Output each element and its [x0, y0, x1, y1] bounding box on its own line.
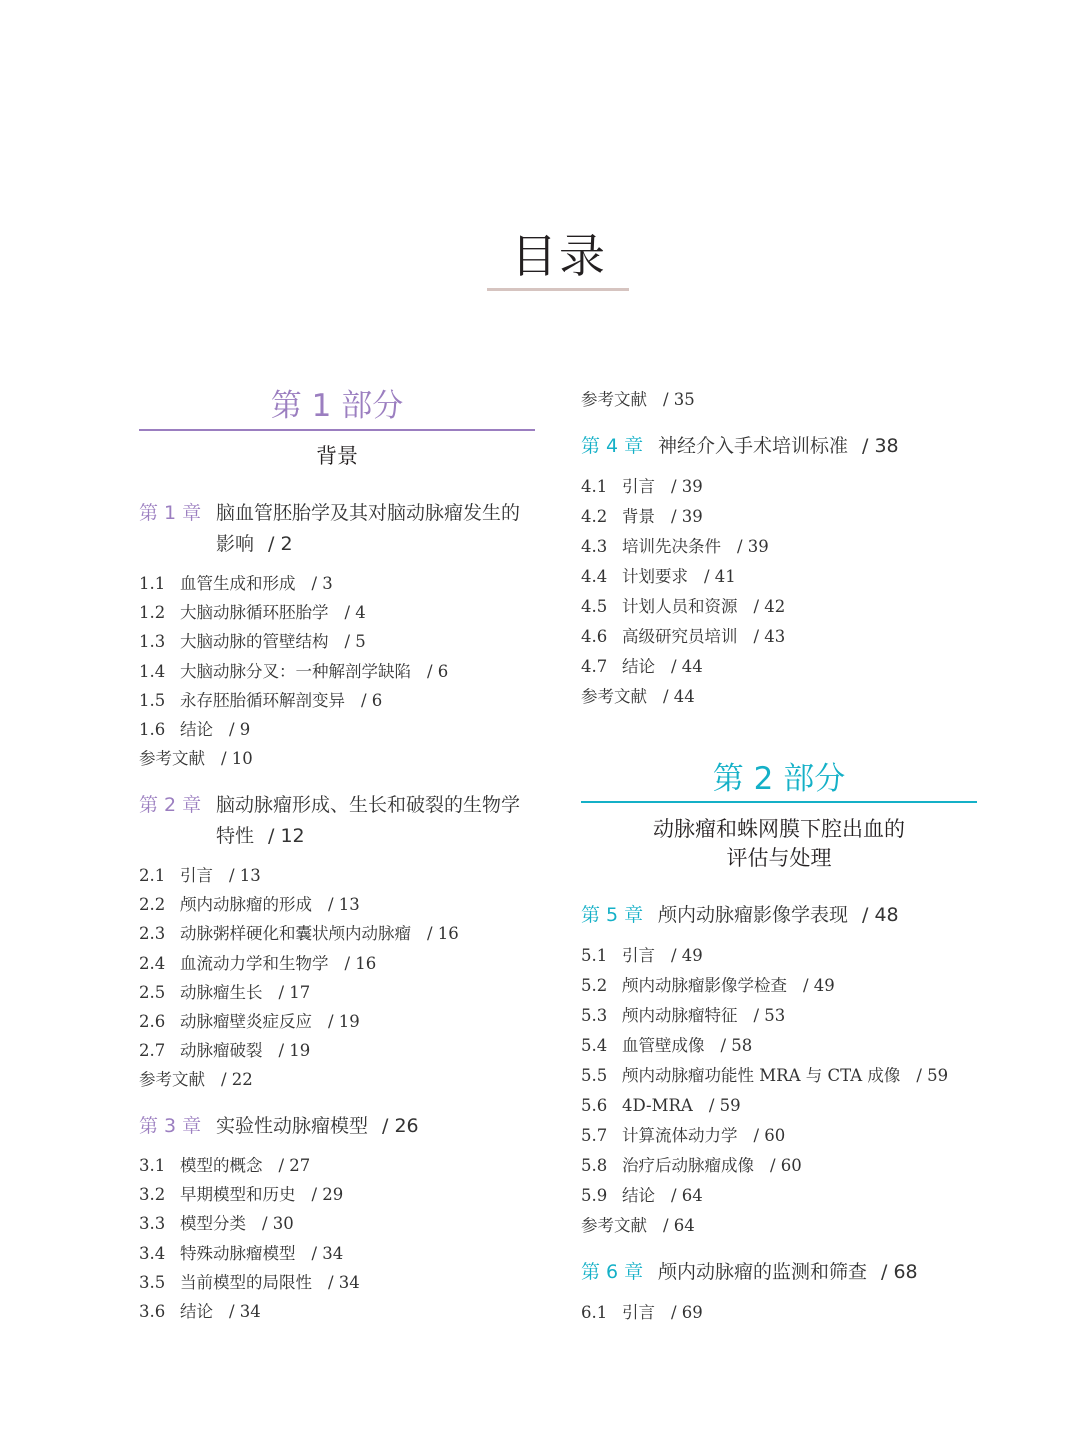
toc-item[interactable]	[581, 944, 1001, 968]
toc-item[interactable]	[139, 1300, 559, 1324]
toc-item[interactable]	[581, 625, 1001, 649]
item-number: 5.6	[581, 1096, 608, 1115]
item-page: / 39	[671, 477, 703, 496]
item-page: / 27	[278, 1156, 311, 1175]
toc-item[interactable]	[139, 1183, 559, 1207]
toc-item[interactable]	[581, 974, 1001, 998]
toc-item[interactable]	[581, 505, 1001, 529]
item-title: 模型的概念	[180, 1156, 263, 1175]
item-title: 参考文献	[581, 1216, 647, 1235]
item-page: / 34	[229, 1302, 261, 1321]
item-number: 3.2	[139, 1185, 166, 1204]
item-page: / 4	[344, 603, 366, 622]
item-title: 颅内动脉瘤特征	[622, 1006, 738, 1025]
item-title: 培训先决条件	[622, 537, 721, 556]
item-page: / 39	[737, 537, 769, 556]
item-title: 大脑动脉的管壁结构	[180, 632, 329, 651]
toc-item[interactable]	[139, 601, 559, 625]
chapter-title: 神经介入手术培训标准	[658, 435, 849, 457]
item-number: 4.3	[581, 537, 608, 556]
toc-item[interactable]	[581, 565, 1001, 589]
toc-item[interactable]	[581, 1064, 1001, 1088]
item-title: 颅内动脉瘤影像学检查	[622, 976, 787, 995]
item-number: 4.2	[581, 507, 608, 526]
item-page: / 44	[663, 687, 695, 706]
item-page: / 42	[753, 597, 786, 616]
item-number: 2.7	[139, 1041, 166, 1060]
toc-item[interactable]	[139, 1039, 559, 1063]
item-number: 4.1	[581, 477, 608, 496]
item-page: / 41	[704, 567, 736, 586]
item-title: 引言	[622, 946, 655, 965]
toc-item[interactable]	[139, 864, 559, 888]
item-page: / 6	[427, 662, 449, 681]
item-page: / 60	[770, 1156, 802, 1175]
item-title: 血管生成和形成	[180, 574, 296, 593]
item-page: / 59	[708, 1096, 741, 1115]
item-title: 参考文献	[581, 687, 647, 706]
item-title: 动脉瘤壁炎症反应	[180, 1012, 312, 1031]
item-number: 2.3	[139, 924, 166, 943]
item-number: 5.1	[581, 946, 608, 965]
item-title: 计划要求	[622, 567, 688, 586]
item-number: 2.6	[139, 1012, 166, 1031]
item-title: 背景	[622, 507, 655, 526]
references-item[interactable]	[139, 747, 559, 771]
item-title: 模型分类	[180, 1214, 246, 1233]
item-title: 永存胚胎循环解剖变异	[180, 691, 345, 710]
item-title: 动脉瘤破裂	[180, 1041, 263, 1060]
item-number: 3.1	[139, 1156, 166, 1175]
toc-item[interactable]	[139, 1154, 559, 1178]
chapter-title-cont: 影响	[216, 533, 255, 555]
item-number: 1.3	[139, 632, 166, 651]
item-page: / 34	[328, 1273, 360, 1292]
chapter-number: 第 5 章	[581, 904, 644, 926]
item-page: / 29	[311, 1185, 344, 1204]
chapter-number: 第 1 章	[139, 502, 202, 524]
item-page: / 19	[278, 1041, 311, 1060]
item-number: 3.6	[139, 1302, 166, 1321]
item-page: / 16	[427, 924, 459, 943]
item-title: 治疗后动脉瘤成像	[622, 1156, 754, 1175]
item-number: 1.6	[139, 720, 166, 739]
item-number: 5.5	[581, 1066, 608, 1085]
toc-item[interactable]	[139, 572, 559, 596]
item-title: 参考文献	[581, 390, 647, 409]
item-page: / 16	[344, 954, 377, 973]
item-title: 结论	[622, 657, 655, 676]
item-title: 大脑动脉分叉：一种解剖学缺陷	[180, 662, 411, 681]
part2-heading: 第 2 部分	[712, 761, 846, 797]
item-number: 5.3	[581, 1006, 608, 1025]
item-title: 结论	[180, 1302, 213, 1321]
chapter-title: 脑血管胚胎学及其对脑动脉瘤发生的	[216, 502, 521, 524]
item-title: 引言	[180, 866, 213, 885]
item-page: / 22	[221, 1070, 253, 1089]
item-number: 4.4	[581, 567, 608, 586]
item-page: / 44	[671, 657, 703, 676]
chapter-page: / 26	[382, 1115, 419, 1137]
item-title: 高级研究员培训	[622, 627, 738, 646]
item-page: / 3	[311, 574, 333, 593]
chapter-page: / 68	[881, 1261, 918, 1283]
item-number: 5.2	[581, 976, 608, 995]
toc-item[interactable]	[581, 595, 1001, 619]
item-number: 4.7	[581, 657, 608, 676]
item-title: 特殊动脉瘤模型	[180, 1244, 296, 1263]
toc-item[interactable]	[139, 981, 559, 1005]
part2-subtitle-cont: 评估与处理	[726, 846, 832, 870]
toc-item[interactable]	[139, 718, 559, 742]
toc-item[interactable]	[581, 1094, 1001, 1118]
item-page: / 19	[328, 1012, 360, 1031]
item-number: 3.4	[139, 1244, 166, 1263]
item-page: / 5	[344, 632, 366, 651]
item-number: 1.2	[139, 603, 166, 622]
chapter-page: / 2	[268, 533, 293, 555]
chapter-title: 实验性动脉瘤模型	[216, 1115, 369, 1137]
toc-item[interactable]	[581, 1004, 1001, 1028]
chapter-title: 脑动脉瘤形成、生长和破裂的生物学	[216, 794, 521, 816]
item-number: 2.1	[139, 866, 166, 885]
item-page: / 6	[361, 691, 383, 710]
item-page: / 60	[753, 1126, 786, 1145]
chapter-page: / 12	[268, 825, 305, 847]
item-page: / 17	[278, 983, 311, 1002]
item-title: 大脑动脉循环胚胎学	[180, 603, 329, 622]
title-underline	[487, 288, 629, 291]
item-number: 4.6	[581, 627, 608, 646]
item-title: 动脉粥样硬化和囊状颅内动脉瘤	[180, 924, 411, 943]
item-title: 结论	[180, 720, 213, 739]
item-page: / 43	[753, 627, 786, 646]
toc-item[interactable]	[139, 893, 559, 917]
toc-item[interactable]	[139, 952, 559, 976]
item-title: 引言	[622, 1303, 655, 1322]
item-page: / 64	[671, 1186, 703, 1205]
toc-item[interactable]	[581, 475, 1001, 499]
toc-item[interactable]	[139, 660, 559, 684]
chapter-page: / 48	[862, 904, 899, 926]
item-page: / 59	[916, 1066, 949, 1085]
item-number: 4.5	[581, 597, 608, 616]
toc-item[interactable]	[581, 655, 1001, 679]
part1-subtitle: 背景	[316, 444, 358, 468]
chapter-page: / 38	[862, 435, 899, 457]
item-page: / 9	[229, 720, 251, 739]
toc-item[interactable]	[139, 689, 559, 713]
item-number: 1.4	[139, 662, 166, 681]
item-number: 2.5	[139, 983, 166, 1002]
item-page: / 49	[803, 976, 835, 995]
part2-rule	[581, 801, 977, 803]
chapter-number: 第 4 章	[581, 435, 644, 457]
item-title: 当前模型的局限性	[180, 1273, 312, 1292]
item-title: 颅内动脉瘤的形成	[180, 895, 312, 914]
item-title: 参考文献	[139, 1070, 205, 1089]
item-title: 引言	[622, 477, 655, 496]
references-item[interactable]	[581, 388, 1001, 412]
chapter-title: 颅内动脉瘤影像学表现	[658, 904, 849, 926]
item-number: 3.5	[139, 1273, 166, 1292]
toc-item[interactable]	[581, 1124, 1001, 1148]
part1-heading: 第 1 部分	[270, 388, 404, 424]
item-number: 3.3	[139, 1214, 166, 1233]
item-number: 6.1	[581, 1303, 608, 1322]
toc-item[interactable]	[581, 1301, 1001, 1325]
item-number: 5.4	[581, 1036, 608, 1055]
item-number: 2.4	[139, 954, 166, 973]
item-title: 4D-MRA	[622, 1096, 693, 1115]
toc-item[interactable]	[139, 630, 559, 654]
toc-item[interactable]	[581, 1154, 1001, 1178]
toc-item[interactable]	[581, 535, 1001, 559]
item-title: 颅内动脉瘤功能性 MRA 与 CTA 成像	[622, 1066, 901, 1085]
toc-item[interactable]	[139, 1212, 559, 1236]
item-title: 血管壁成像	[622, 1036, 705, 1055]
item-page: / 35	[663, 390, 695, 409]
chapter-title-cont: 特性	[216, 825, 255, 847]
item-page: / 13	[328, 895, 360, 914]
item-number: 1.1	[139, 574, 166, 593]
part2-subtitle: 动脉瘤和蛛网膜下腔出血的	[653, 817, 905, 841]
item-title: 计算流体动力学	[622, 1126, 738, 1145]
item-number: 1.5	[139, 691, 166, 710]
item-title: 计划人员和资源	[622, 597, 738, 616]
item-number: 5.8	[581, 1156, 608, 1175]
toc-item[interactable]	[139, 1010, 559, 1034]
chapter-number: 第 3 章	[139, 1115, 202, 1137]
item-page: / 13	[229, 866, 261, 885]
toc-item[interactable]	[139, 1242, 559, 1266]
item-page: / 53	[753, 1006, 786, 1025]
item-page: / 10	[221, 749, 253, 768]
chapter-number: 第 6 章	[581, 1261, 644, 1283]
item-page: / 39	[671, 507, 703, 526]
chapter-title: 颅内动脉瘤的监测和筛查	[658, 1261, 868, 1283]
item-title: 参考文献	[139, 749, 205, 768]
item-page: / 58	[720, 1036, 753, 1055]
item-number: 5.9	[581, 1186, 608, 1205]
page-title: 目录	[511, 229, 607, 283]
item-page: / 49	[671, 946, 703, 965]
item-title: 动脉瘤生长	[180, 983, 263, 1002]
toc-item[interactable]	[581, 1184, 1001, 1208]
item-page: / 64	[663, 1216, 695, 1235]
chapter-number: 第 2 章	[139, 794, 202, 816]
references-item[interactable]	[581, 685, 1001, 709]
toc-item[interactable]	[139, 1271, 559, 1295]
references-item[interactable]	[139, 1068, 559, 1092]
toc-item[interactable]	[581, 1034, 1001, 1058]
toc-item[interactable]	[139, 922, 559, 946]
item-title: 早期模型和历史	[180, 1185, 296, 1204]
item-page: / 34	[311, 1244, 344, 1263]
item-number: 2.2	[139, 895, 166, 914]
item-page: / 69	[671, 1303, 703, 1322]
item-page: / 30	[262, 1214, 294, 1233]
item-number: 5.7	[581, 1126, 608, 1145]
item-title: 血流动力学和生物学	[180, 954, 329, 973]
item-title: 结论	[622, 1186, 655, 1205]
part1-rule	[139, 429, 535, 431]
references-item[interactable]	[581, 1214, 1001, 1238]
